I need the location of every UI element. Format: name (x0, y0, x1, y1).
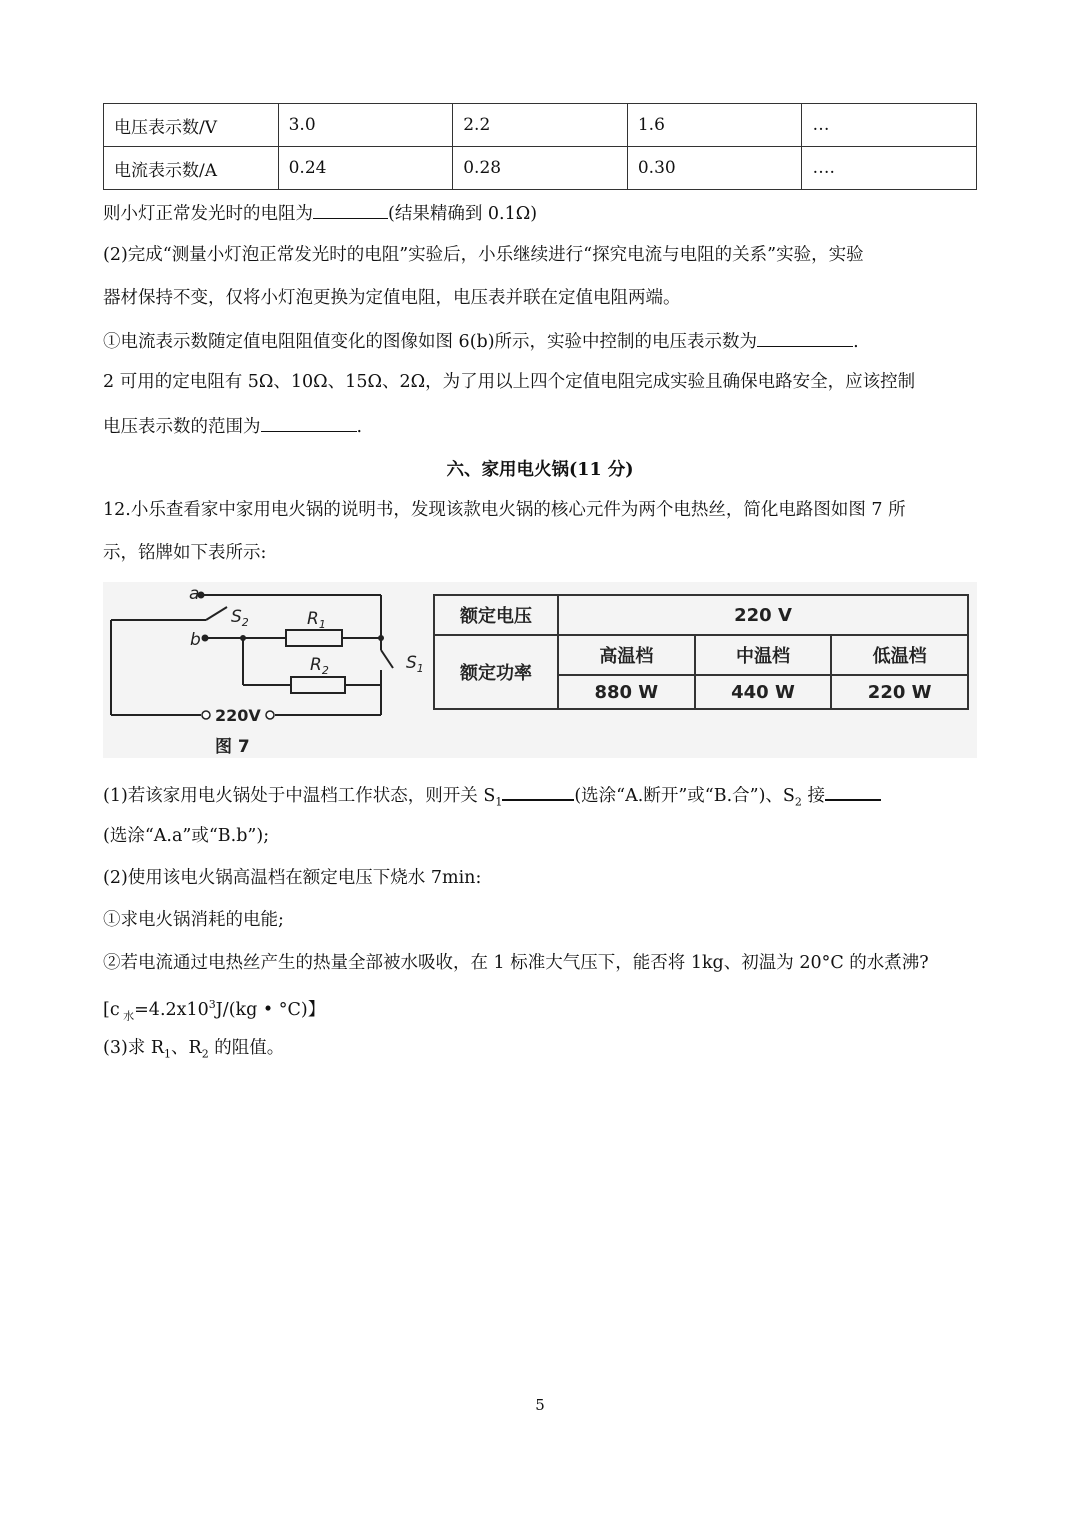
text: [c (103, 999, 120, 1020)
text: =4.2x10 (134, 999, 209, 1020)
table-cell: 220 W (831, 675, 968, 709)
table-cell: 1.6 (627, 104, 802, 147)
table-row (104, 147, 977, 190)
text-line: ②若电流通过电热丝产生的热量全部被水吸收，在 1 标准大气压下，能否将 1kg、初温为 20°C 的水煮沸? (103, 953, 929, 973)
terminal-b (202, 635, 209, 642)
subscript: 2 (794, 795, 802, 809)
text-line (103, 200, 537, 226)
supply-terminal (202, 711, 210, 719)
answer-blank[interactable] (261, 413, 357, 432)
table-cell: 额定电压 (434, 595, 558, 635)
table-row (434, 635, 968, 675)
text-line (103, 413, 362, 439)
label-s1: $S_1$ (406, 653, 424, 675)
table-cell: 880 W (558, 675, 695, 709)
label-r1: $R_1$ (307, 609, 326, 631)
text: (1)若该家用电火锅处于中温档工作状态，则开关 S (103, 786, 496, 806)
answer-blank[interactable] (313, 200, 388, 219)
text-line (103, 1036, 284, 1067)
table-row (104, 104, 977, 147)
text: . (853, 332, 859, 352)
text: . (356, 417, 363, 437)
label-b: b (190, 630, 201, 650)
text: 接 (801, 786, 825, 806)
text: 则小灯正常发光时的电阻为 (103, 204, 313, 224)
junction-node (378, 635, 384, 641)
text: J/(kg • °C)】 (215, 999, 326, 1020)
text-line: (选涂“A.a”或“B.b”); (103, 826, 270, 846)
text-line (103, 781, 881, 815)
text: ①电流表示数随定值电阻阻值变化的图像如图 6(b)所示，实验中控制的电压表示数为 (103, 332, 758, 352)
text-line: 器材保持不变，仅将小灯泡更换为定值电阻，电压表并联在定值电阻两端。 (103, 288, 681, 308)
answer-blank[interactable] (757, 328, 853, 347)
table-cell: 220 V (558, 595, 968, 635)
table-cell: …. (802, 147, 977, 190)
subscript: 1 (495, 795, 503, 809)
table-cell: 电流表示数/A (104, 147, 279, 190)
table-cell: 440 W (695, 675, 832, 709)
table-cell: 0.24 (278, 147, 453, 190)
section-title: 六、家用电火锅(11 分) (446, 460, 634, 480)
text-line: 示，铭牌如下表所示: (103, 543, 267, 563)
text-line (103, 328, 859, 354)
label-a: a (189, 584, 200, 604)
junction-node (240, 635, 246, 641)
text-line: (2)完成“测量小灯泡正常发光时的电阻”实验后，小乐继续进行“探究电流与电阻的关系”实验，实验 (103, 245, 864, 265)
supply-terminal (266, 711, 274, 719)
table-cell: 中温档 (695, 635, 832, 675)
text-line: 12.小乐查看家中家用电火锅的说明书，发现该款电火锅的核心元件为两个电热丝，简化电路图如图 7 所 (103, 500, 906, 520)
table-cell: 低温档 (831, 635, 968, 675)
figure-7 (103, 582, 977, 758)
text: (结果精确到 0.1Ω) (388, 204, 538, 224)
table-row (434, 595, 968, 635)
measurement-table (103, 103, 977, 190)
supply-label: 220V (215, 706, 261, 725)
table-cell: 额定功率 (434, 635, 558, 709)
label-r2: $R_2$ (310, 655, 329, 677)
label-s2: $S_2$ (231, 607, 249, 629)
text-line: ①求电火锅消耗的电能; (103, 910, 284, 930)
table-cell: 高温档 (558, 635, 695, 675)
superscript: 3 (208, 998, 216, 1011)
table-cell: 0.30 (627, 147, 802, 190)
subscript: 1 (164, 1047, 172, 1061)
text: 、R (171, 1038, 202, 1058)
subscript: 水 (119, 1009, 135, 1023)
answer-blank[interactable] (502, 781, 574, 801)
answer-blank[interactable] (825, 781, 881, 801)
subscript: 2 (201, 1047, 209, 1061)
text: (选涂“A.断开”或“B.合”)、S (574, 786, 795, 806)
figure-caption: 图 7 (215, 737, 250, 757)
text: 电压表示数的范围为 (103, 417, 261, 437)
table-cell: 0.28 (453, 147, 628, 190)
text-line: 2 可用的定电阻有 5Ω、10Ω、15Ω、2Ω，为了用以上四个定值电阻完成实验且确保电路安全，应该控制 (103, 372, 916, 392)
text-line (103, 993, 325, 1028)
table-cell: 3.0 (278, 104, 453, 147)
text: 的阻值。 (208, 1038, 285, 1058)
page-number: 5 (535, 1396, 545, 1414)
nameplate-table (433, 594, 969, 710)
table-cell: 2.2 (453, 104, 628, 147)
table-cell: … (802, 104, 977, 147)
text: (3)求 R (103, 1038, 165, 1058)
text-line: (2)使用该电火锅高温档在额定电压下烧水 7min: (103, 868, 482, 888)
table-cell: 电压表示数/V (104, 104, 279, 147)
